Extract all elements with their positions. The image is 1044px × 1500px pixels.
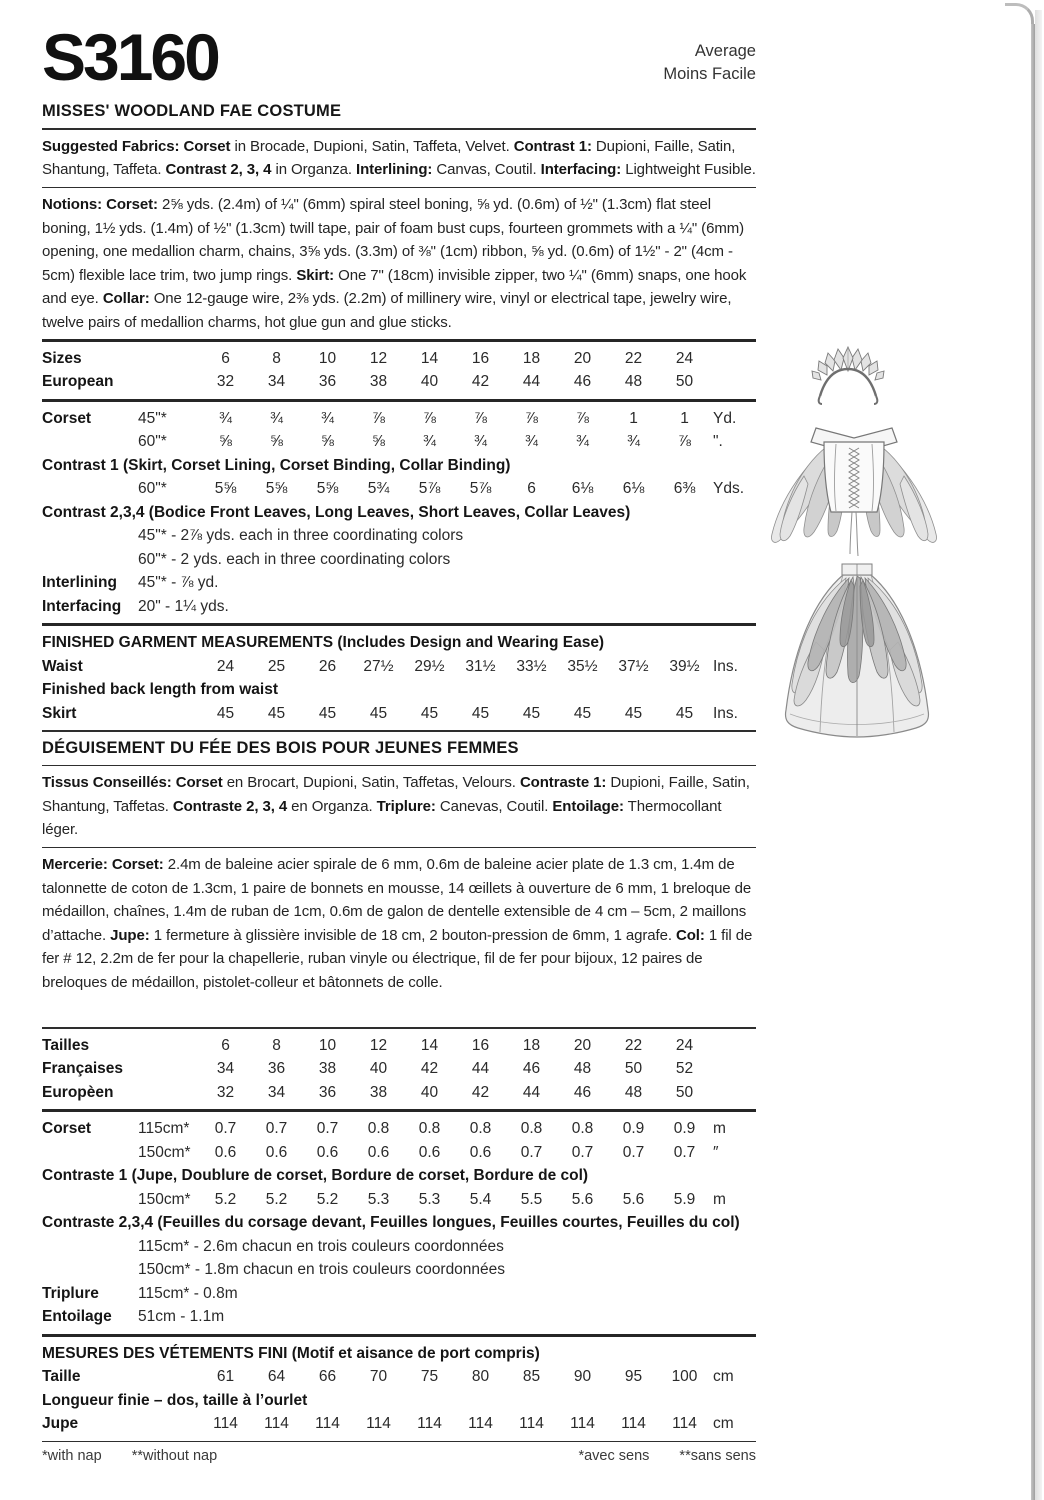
table-row [42,1412,756,1436]
table-row [42,1188,756,1212]
row-label: European [42,373,114,391]
size-value: 0.9 [622,1120,645,1138]
size-header-table-french [42,1034,756,1105]
text-segment: 2.4m de baleine acier spirale de 6 mm, 0.6m de baleine acier plate de 1.3 cm, 1.4m de talonnette de coton de 1.3cm, 1 paire de bonnets en mousse, 14 œillets à ouverture de 6 mm, 1 breloque de médaillon, chaînes, 1.4m de ruban de 1cm, 0.6m de galon de dentelle extensible de 4 cm – 5cm, 2 maillons d’attache. [42,856,752,944]
size-value: 0.7 [520,1143,543,1161]
size-value: ¾ [627,433,640,451]
fabric-width: 60"* [138,480,167,498]
size-value: 46 [573,1083,592,1101]
size-header-table-english [42,347,756,394]
size-value: 26 [318,657,337,675]
size-value: 5.6 [571,1190,594,1208]
table-note-row: 150cm* - 1.8m chacun en trois couleurs coordonnées [138,1261,506,1279]
size-value: 20 [573,1036,592,1054]
size-value: 5.6 [622,1190,645,1208]
size-value: 45 [318,704,337,722]
text-segment: 2⅝ yds. (2.4m) of ¼" (6mm) spiral steel boning, ⅝ yd. (0.6m) of ½" (1.3cm) flat steel boning, 1½ yds. (1.4m) of ½" (1.3cm) twill tape, pair of foam bust cups, fourteen grommets with a ¼" (6mm) opening, one medallion charm, chains, 3⅝ yds. (3.3m) of ⅜" (1cm) ribbon, ⅝ yd. (0.6m) of 1½" - 2" (4cm - 5cm) flexible lace trim, two jump rings. [42,196,745,284]
size-value: 5⅝ [316,480,339,498]
size-value: 114 [315,1415,340,1433]
size-value: 0.6 [316,1143,339,1161]
size-value: 40 [420,1083,439,1101]
bold-text-segment: Suggested Fabrics: Corset [42,137,231,155]
unit-label: ". [713,433,723,451]
table-row [42,407,756,431]
yardage-table-english [42,407,756,619]
size-value: 14 [420,1036,439,1054]
text-segment: 1 fermeture à glissière invisible de 18 cm, 2 bouton-pression de 6mm, 1 agrafe. [149,926,676,944]
size-value: 16 [471,349,490,367]
size-value: 44 [522,1083,541,1101]
size-value: 8 [272,349,281,367]
size-value: 6⅛ [571,480,594,498]
size-value: ⅞ [678,433,691,451]
size-value: 114 [621,1415,646,1433]
size-value: 31½ [465,657,496,675]
text-segment: Canevas, Coutil. [435,797,553,815]
fabric-width: 60"* [138,433,167,451]
size-value: 33½ [516,657,547,675]
size-value: 0.8 [520,1120,543,1138]
divider [42,1441,756,1443]
fabric-width: 115cm* [138,1120,190,1138]
size-value: 14 [420,349,439,367]
size-value: 45 [573,704,592,722]
unit-label: m [713,1120,726,1138]
text-segment: 1 fil de fer # 12, 2.2m de fer pour la chapellerie, ruban vinyle ou électrique, fil de fer pour bijoux, 12 paires de breloques de médaillon, pistolet-colleur et bâtonnets de colle. [42,926,753,991]
divider [42,623,756,626]
size-value: ¾ [576,433,589,451]
size-value: 85 [522,1368,541,1386]
size-value: 12 [369,349,388,367]
size-value: 6⅛ [622,480,645,498]
text-segment: Dupioni, Faille, Satin, Shantung, Taffeta. [42,137,736,179]
garment-line-drawings [756,344,966,742]
size-value: 36 [318,373,337,391]
size-value: 32 [216,373,235,391]
size-value: 45 [675,704,694,722]
row-label: Europèen [42,1083,114,1101]
size-value: 10 [318,349,337,367]
size-value: 0.7 [571,1143,594,1161]
size-value: 5.9 [673,1190,696,1208]
size-value: ⅞ [423,409,436,427]
unit-label: Ins. [713,704,738,722]
size-value: 34 [267,1083,286,1101]
table-row [42,477,756,501]
size-value: 114 [213,1415,238,1433]
table-section-heading: Contrast 1 (Skirt, Corset Lining, Corset Binding, Collar Binding) [42,456,511,474]
size-value: 6 [221,1036,230,1054]
garment-title-english: MISSES' WOODLAND FAE COSTUME [42,102,342,120]
footnotes-french [552,1448,756,1464]
table-row [42,1305,756,1329]
row-label: Sizes [42,349,82,367]
row-label: Corset [42,1120,92,1138]
size-value: 0.7 [622,1143,645,1161]
size-value: 48 [624,1083,643,1101]
size-value: 5.3 [418,1190,441,1208]
unit-label: m [713,1190,726,1208]
divider [42,1109,756,1112]
size-value: 36 [267,1060,286,1078]
size-value: 66 [318,1368,337,1386]
fae-crown-headpiece-drawing [806,344,890,408]
table-section-heading: Finished back length from waist [42,681,278,699]
bold-text-segment: Entoilage: [552,797,624,815]
table-row [42,1057,756,1081]
bold-text-segment: Col: [675,926,705,944]
size-value: 8 [272,1036,281,1054]
row-value: 115cm* - 0.8m [138,1284,238,1302]
divider [42,399,756,402]
row-label: Interfacing [42,597,122,615]
size-value: 0.6 [265,1143,288,1161]
table-row [42,595,756,619]
unit-label: cm [713,1368,734,1386]
size-value: 16 [471,1036,490,1054]
size-value: ¾ [474,433,487,451]
size-value: 39½ [669,657,700,675]
size-value: 24 [216,657,235,675]
size-value: 18 [522,349,541,367]
masthead [42,20,756,94]
fabric-width: 150cm* [138,1190,191,1208]
bold-text-segment: Notions: Corset: [42,196,158,214]
size-value: 5.4 [469,1190,492,1208]
size-value: 80 [471,1368,490,1386]
size-value: 12 [369,1036,388,1054]
bold-text-segment: Contraste 1: [519,774,607,792]
row-label: Entoilage [42,1308,112,1326]
finished-measurements-english [42,631,756,725]
size-value: 46 [522,1060,541,1078]
table-section-heading: Contraste 2,3,4 (Feuilles du corsage devant, Feuilles longues, Feuilles courtes, Feuilles du col) [42,1214,740,1232]
size-value: 90 [573,1368,592,1386]
page-corner-shadow [1005,3,1034,32]
table-section-heading: Contraste 1 (Jupe, Doublure de corset, Bordure de corset, Bordure de col) [42,1167,589,1185]
size-value: 64 [267,1368,286,1386]
bold-text-segment: Skirt: [296,266,335,284]
size-value: 34 [267,373,286,391]
text-segment: en Organza. [287,797,377,815]
text-segment: Lightweight Fusible. [621,161,756,179]
bold-text-segment: Contrast 1: [513,137,592,155]
table-row [42,370,756,394]
size-value: 5⅝ [265,480,288,498]
difficulty-english: Average [694,42,756,60]
size-value: 45 [267,704,286,722]
size-value: 75 [420,1368,439,1386]
table-section-heading: Longueur finie – dos, taille à l’ourlet [42,1391,308,1409]
size-value: 0.7 [265,1120,288,1138]
garment-title-french: DÉGUISEMENT DU FÉE DES BOIS POUR JEUNES FEMMES [42,738,519,757]
row-label: Taille [42,1368,81,1386]
row-label: Skirt [42,704,77,722]
table-section-heading: Contrast 2,3,4 (Bodice Front Leaves, Long Leaves, Short Leaves, Collar Leaves) [42,503,631,521]
size-value: ¾ [219,409,232,427]
footnote-avec-sens: *avec sens [578,1448,650,1465]
text-segment: en Brocart, Dupioni, Satin, Taffetas, Velours. [222,774,520,792]
bold-text-segment: Contraste 2, 3, 4 [172,797,288,815]
size-value: 1 [680,409,689,427]
row-value: 20" - 1¼ yds. [138,597,229,615]
size-value: 24 [675,349,694,367]
footnote-with-nap: *with nap [42,1448,102,1465]
table-row [42,1365,756,1389]
suggested-fabrics-paragraph [42,135,756,182]
table-section-heading: FINISHED GARMENT MEASUREMENTS (Includes Design and Wearing Ease) [42,634,605,652]
size-value: 114 [672,1415,697,1433]
size-value: 44 [471,1060,490,1078]
size-value: 0.6 [367,1143,390,1161]
table-note-row: 60"* - 2 yds. each in three coordinating colors [138,550,451,568]
table-row [42,655,756,679]
size-value: 32 [216,1083,235,1101]
size-value: 114 [264,1415,289,1433]
unit-label: Yd. [713,409,737,427]
size-value: 18 [522,1036,541,1054]
size-value: 114 [417,1415,442,1433]
size-value: 0.6 [418,1143,441,1161]
notions-paragraph [42,193,756,334]
size-value: 50 [675,373,694,391]
mercerie-paragraph [42,853,756,994]
row-label: Françaises [42,1060,123,1078]
table-row [42,1141,756,1165]
row-label: Corset [42,409,92,427]
size-value: 10 [318,1036,337,1054]
size-value: 5.5 [520,1190,543,1208]
page-edge-soft-shadow [1035,10,1042,1500]
size-value: 25 [267,657,286,675]
size-value: 5⅞ [469,480,492,498]
size-value: 52 [675,1060,694,1078]
size-value: 5.3 [367,1190,390,1208]
size-value: ¾ [270,409,283,427]
size-value: 5.2 [316,1190,339,1208]
size-value: 42 [471,1083,490,1101]
size-value: 46 [573,373,592,391]
size-value: 36 [318,1083,337,1101]
footnotes-english [42,1448,243,1464]
bold-text-segment: Interlining: [356,161,433,179]
difficulty-rating [663,40,756,86]
table-row [42,1282,756,1306]
size-value: 35½ [567,657,598,675]
divider [42,730,756,732]
bold-text-segment: Tissus Conseillés: Corset [42,774,223,792]
size-value: ⅞ [474,409,487,427]
unit-label: Yds. [713,480,745,498]
divider [42,339,756,342]
divider [42,128,756,130]
size-value: 70 [369,1368,388,1386]
size-value: 22 [624,349,643,367]
text-segment: Canvas, Coutil. [432,161,541,179]
text-segment: in Brocade, Dupioni, Satin, Taffeta, Velvet. [230,137,514,155]
tissus-conseilles-paragraph [42,771,756,842]
size-value: 61 [216,1368,235,1386]
row-value: 51cm - 1.1m [138,1308,225,1326]
bold-text-segment: Collar: [102,290,150,308]
size-value: 38 [369,1083,388,1101]
bold-text-segment: Interfacing: [540,161,622,179]
row-label: Interlining [42,574,117,592]
size-value: 1 [629,409,638,427]
table-row [42,571,756,595]
size-value: 37½ [618,657,649,675]
size-value: 0.8 [469,1120,492,1138]
size-value: ¾ [423,433,436,451]
divider [42,765,756,767]
size-value: 5.2 [214,1190,237,1208]
size-value: 40 [420,373,439,391]
leaf-skirt-drawing [756,562,958,742]
footnotes [42,1448,756,1464]
size-value: 0.7 [214,1120,237,1138]
size-value: 5⅞ [418,480,441,498]
size-value: 48 [573,1060,592,1078]
size-value: 0.8 [367,1120,390,1138]
size-value: 45 [522,704,541,722]
size-value: 42 [420,1060,439,1078]
size-value: 5¾ [367,480,390,498]
size-value: ⅞ [525,409,538,427]
size-value: ¾ [525,433,538,451]
size-value: 50 [675,1083,694,1101]
size-value: 50 [624,1060,643,1078]
size-value: 0.7 [316,1120,339,1138]
size-value: 27½ [363,657,394,675]
text-segment: One 12-gauge wire, 2⅜ yds. (2.2m) of millinery wire, vinyl or electrical tape, jewelry wire, twelve pairs of medallion charms, hot glue gun and glue sticks. [42,290,732,331]
table-note-row: 45"* - 2⅞ yds. each in three coordinating colors [138,527,464,545]
row-label: Tailles [42,1036,90,1054]
divider [42,187,756,189]
text-segment: in Organza. [271,161,356,179]
row-label: Jupe [42,1415,79,1433]
size-value: 44 [522,373,541,391]
bold-text-segment: Contrast 2, 3, 4 [165,161,272,179]
text-segment: One 7" (18cm) invisible zipper, two ¼" (6mm) snaps, one hook and eye. [42,266,747,308]
footnote-without-nap: **without nap [131,1448,218,1465]
size-value: 38 [369,373,388,391]
size-value: 6 [221,349,230,367]
text-column [42,20,756,1465]
row-label: Waist [42,657,83,675]
corset-leaf-wings-drawing [764,416,944,556]
unit-label: Ins. [713,657,738,675]
size-value: 6⅜ [673,480,696,498]
size-value: ⅞ [576,409,589,427]
size-value: 48 [624,373,643,391]
size-value: 100 [671,1368,698,1386]
size-value: 29½ [414,657,445,675]
size-value: ⅝ [219,433,232,451]
divider [42,847,756,849]
size-value: 114 [366,1415,391,1433]
text-segment: Dupioni, Faille, Satin, Shantung, Taffetas. [42,774,750,815]
finished-measurements-french [42,1342,756,1436]
table-row [42,1117,756,1141]
divider [42,1334,756,1337]
table-row [42,430,756,454]
difficulty-french: Moins Facile [663,65,756,83]
table-row [42,347,756,371]
size-value: 24 [675,1036,694,1054]
bold-text-segment: Mercerie: Corset: [42,856,164,874]
size-value: 0.9 [673,1120,696,1138]
size-value: ¾ [321,409,334,427]
size-value: 45 [624,704,643,722]
size-value: 45 [369,704,388,722]
row-value: 45"* - ⅞ yd. [138,574,219,592]
bold-text-segment: Jupe: [110,926,150,944]
unit-label: ″ [713,1143,719,1161]
table-section-heading: MESURES DES VÉTEMENTS FINI (Motif et aisance de port compris) [42,1344,540,1362]
size-value: 114 [570,1415,595,1433]
size-value: 0.8 [418,1120,441,1138]
table-row [42,1081,756,1105]
table-row [42,702,756,726]
size-value: 45 [420,704,439,722]
size-value: 40 [369,1060,388,1078]
size-value: ⅞ [372,409,385,427]
size-value: 5.2 [265,1190,288,1208]
yardage-table-french [42,1117,756,1329]
size-value: 0.7 [673,1143,696,1161]
size-value: 0.6 [214,1143,237,1161]
size-value: 45 [471,704,490,722]
size-value: 0.6 [469,1143,492,1161]
spacer [42,998,756,1022]
size-value: 22 [624,1036,643,1054]
size-value: 42 [471,373,490,391]
size-value: 0.8 [571,1120,594,1138]
text-segment: Thermocollant léger. [42,797,722,839]
size-value: 5⅝ [214,480,237,498]
footnote-sans-sens: **sans sens [679,1448,756,1465]
divider [42,1027,756,1029]
size-value: ⅝ [321,433,334,451]
size-value: 95 [624,1368,643,1386]
size-value: ⅝ [372,433,385,451]
size-value: ⅝ [270,433,283,451]
table-note-row: 115cm* - 2.6m chacun en trois couleurs coordonnées [138,1237,504,1255]
size-value: 114 [519,1415,544,1433]
size-value: 20 [573,349,592,367]
size-value: 6 [527,480,536,498]
size-value: 34 [216,1060,235,1078]
unit-label: cm [713,1415,734,1433]
fabric-width: 45"* [138,409,167,427]
size-value: 45 [216,704,235,722]
pattern-number: S3160 [42,20,218,94]
fabric-width: 150cm* [138,1143,191,1161]
table-row [42,1034,756,1058]
bold-text-segment: Triplure: [376,797,436,815]
size-value: 114 [468,1415,493,1433]
size-value: 38 [318,1060,337,1078]
row-label: Triplure [42,1284,99,1302]
